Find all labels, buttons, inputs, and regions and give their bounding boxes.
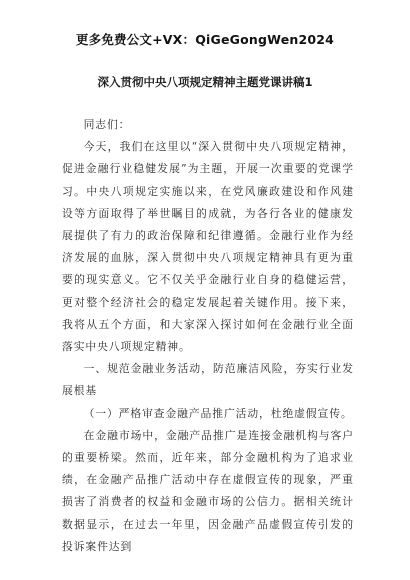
body-paragraph-2: 在金融市场中，金融产品推广是连接金融机构与客户的重要桥梁。然而，近年来，部分金融机构为了追求业绩，在金融产品推广活动中存在虚假宣传的现象，严重损害了消费者的权益和金融市场的公信力。据相关统计数据显示，在过去一年里，因金融产品虚假宣传引发的投诉案件达到 xyxy=(62,428,354,553)
document-body xyxy=(62,114,354,558)
subsection-heading-1: （一）严格审查金融产品推广活动，杜绝虚假宣传。 xyxy=(83,406,353,420)
section-heading-1: 一、规范金融业务活动，防范廉洁风险，夯实行业发展根基 xyxy=(62,362,354,398)
intro-paragraph: 今天，我们在这里以“深入贯彻中央八项规定精神，促进金融行业稳健发展”为主题，开展一次重要的党课学习。中央八项规定实施以来，在党风廉政建设和作风建设等方面取得了举世瞩目的成就，为各行各业的健康发展提供了有力的政治保障和纪律遵循。金融行业作为经济发展的血脉，深入贯彻中央八项规定精神具有更为重要的现实意义。它不仅关乎金融行业自身的稳健运营，更对整个经济社会的稳定发展起着关键作用。接下来，我将从五个方面，和大家深入探讨如何在金融行业全面落实中央八项规定精神。 xyxy=(62,140,354,354)
greeting: 同志们： xyxy=(83,118,131,131)
watermark-text: 更多免费公文+VX：QiGeGongWen2024 xyxy=(75,32,335,47)
document-title: 深入贯彻中央八项规定精神主题党课讲稿1 xyxy=(97,75,313,89)
